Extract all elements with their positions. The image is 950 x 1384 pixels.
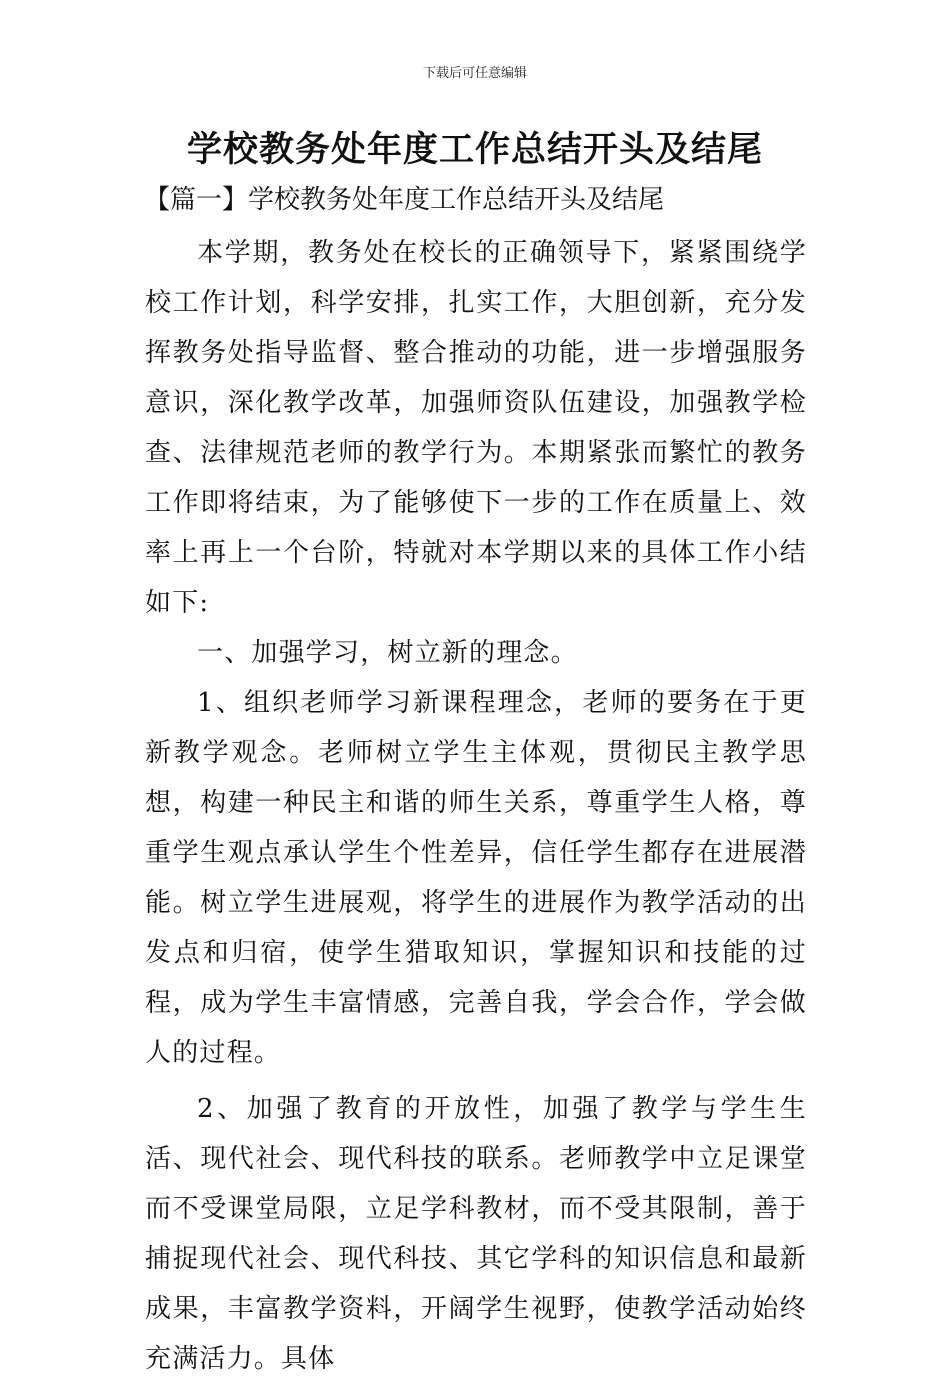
paragraph: 一、加强学习，树立新的理念。 (197, 638, 578, 668)
paragraph: 本学期，教务处在校长的正确领导下，紧紧围绕学校工作计划，科学安排，扎实工作，大胆创新，充分发挥教务处指导监督、整合推动的功能，进一步增强服务意识，深化教学改革，加强师资队伍建设，加强教学检查、法律规范老师的教学行为。本期紧张而繁忙的教务工作即将结束，为了能够使下一步的工作在质量上、效率上再上一个台阶，特就对本学期以来的具体工作小结如下: (145, 238, 807, 618)
section-heading: 【篇一】学校教务处年度工作总结开头及结尾 (144, 185, 665, 215)
paragraph: 2、加强了教育的开放性，加强了教学与学生生活、现代社会、现代科技的联系。老师教学中立足课堂而不受课堂局限，立足学科教材，而不受其限制，善于捕捉现代社会、现代科技、其它学科的知识信息和最新成果，丰富教学资料，开阔学生视野，使教学活动始终充满活力。具体 (145, 1094, 807, 1374)
header-note: 下载后可任意编辑 (422, 66, 527, 81)
document-title: 学校教务处年度工作总结开头及结尾 (186, 129, 763, 170)
paragraph: 1、组织老师学习新课程理念，老师的要务在于更新教学观念。老师树立学生主体观，贯彻民主教学思想，构建一种民主和谐的师生关系，尊重学生人格，尊重学生观点承认学生个性差异，信任学生都存在进展潜能。树立学生进展观，将学生的进展作为教学活动的出发点和归宿，使学生猎取知识，掌握知识和技能的过程，成为学生丰富情感，完善自我，学会合作，学会做人的过程。 (145, 688, 807, 1068)
document-body (145, 228, 807, 1384)
